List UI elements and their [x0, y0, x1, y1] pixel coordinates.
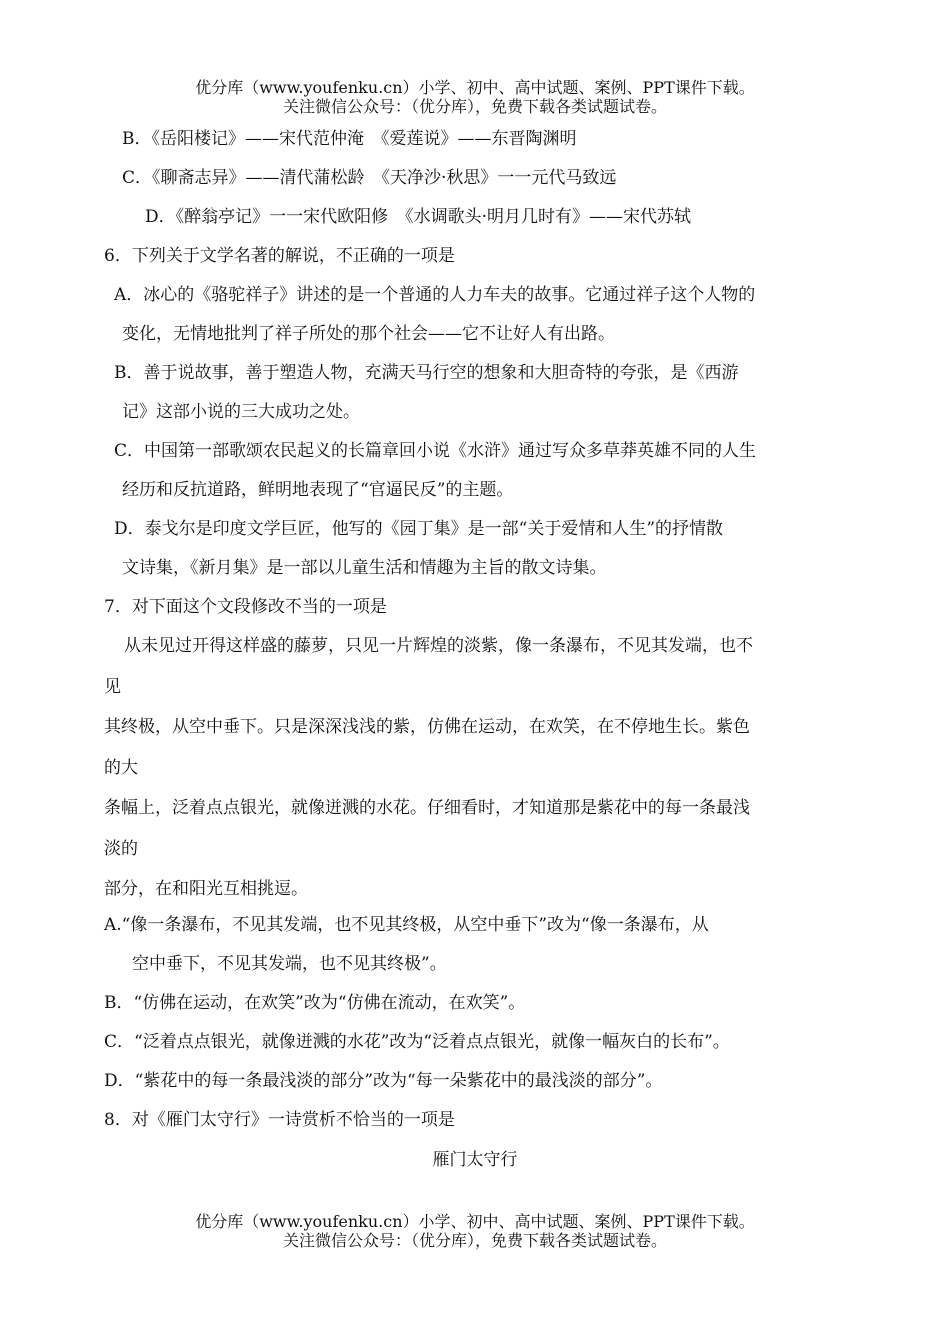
q7-option-a-line2: 空中垂下，不见其发端，也不见其终极”。 — [132, 954, 447, 974]
q7-passage-line4: 部分，在和阳光互相挑逗。 — [104, 879, 308, 899]
q7-passage-line1-wrap: 见 — [104, 677, 121, 697]
header-line-2: 关注微信公众号：（优分库），免费下载各类试题试卷。 — [282, 97, 667, 116]
q5-option-c: C．《聊斋志异》——清代蒲松龄 《天净沙·秋思》一一元代马致远 — [122, 168, 617, 188]
q6-option-b-line1: B．善于说故事，善于塑造人物，充满天马行空的想象和大胆奇特的夸张，是《西游 — [114, 363, 739, 383]
q7-passage-line1: 从未见过开得这样盛的藤萝，只见一片辉煌的淡紫，像一条瀑布，不见其发端，也不 — [124, 636, 753, 656]
page-footer — [0, 1212, 950, 1250]
q6-option-c-line1: C．中国第一部歌颂农民起义的长篇章回小说《水浒》通过写众多草莽英雄不同的人生 — [114, 441, 757, 461]
q7-passage-line2: 其终极，从空中垂下。只是深深浅浅的紫，仿佛在运动，在欢笑，在不停地生长。紫色 — [104, 717, 750, 737]
q5-option-b: B．《岳阳楼记》——宋代范仲淹 《爱莲说》——东晋陶渊明 — [122, 129, 577, 149]
q8-stem: 8．对《雁门太守行》一诗赏析不恰当的一项是 — [104, 1110, 455, 1130]
footer-line-1: 优分库（www.youfenku.cn）小学、初中、高中试题、案例、PPT课件下载。 — [195, 1212, 755, 1231]
page-header — [0, 78, 950, 116]
q7-option-c: C．“泛着点点银光，就像迸溅的水花”改为“泛着点点银光，就像一幅灰白的长布”。 — [104, 1032, 730, 1052]
q6-option-a-line2: 变化，无情地批判了祥子所处的那个社会——它不让好人有出路。 — [122, 324, 615, 344]
q7-option-b: B．“仿佛在运动，在欢笑”改为“仿佛在流动，在欢笑”。 — [104, 993, 526, 1013]
q7-stem: 7．对下面这个文段修改不当的一项是 — [104, 597, 387, 617]
q6-option-b-line2: 记》这部小说的三大成功之处。 — [122, 402, 360, 422]
poem-title: 雁门太守行 — [432, 1150, 518, 1170]
q6-option-c-line2: 经历和反抗道路，鲜明地表现了“官逼民反”的主题。 — [122, 480, 514, 500]
q7-passage-line3-wrap: 淡的 — [104, 839, 138, 859]
q7-passage-line2-wrap: 的大 — [104, 758, 138, 778]
footer-line-2: 关注微信公众号：（优分库），免费下载各类试题试卷。 — [282, 1231, 667, 1250]
q6-option-d-line1: D．泰戈尔是印度文学巨匠，他写的《园丁集》是一部“关于爱情和人生”的抒情散 — [114, 519, 724, 539]
q6-stem: 6．下列关于文学名著的解说，不正确的一项是 — [104, 246, 455, 266]
q6-option-a-line1: A．冰心的《骆驼祥子》讲述的是一个普通的人力车夫的故事。它通过祥子这个人物的 — [114, 285, 756, 305]
q5-option-d: D．《醉翁亭记》一一宋代欧阳修 《水调歌头·明月几时有》——宋代苏轼 — [145, 207, 692, 227]
header-line-1: 优分库（www.youfenku.cn）小学、初中、高中试题、案例、PPT课件下载。 — [195, 78, 755, 97]
q7-option-d: D．“紫花中的每一条最浅淡的部分”改为“每一朵紫花中的最浅淡的部分”。 — [104, 1071, 663, 1091]
q7-passage-line3: 条幅上，泛着点点银光，就像迸溅的水花。仔细看时，才知道那是紫花中的每一条最浅 — [104, 798, 750, 818]
q7-option-a-line1: A.“像一条瀑布，不见其发端，也不见其终极，从空中垂下”改为“像一条瀑布，从 — [104, 915, 709, 935]
q6-option-d-line2: 文诗集，《新月集》是一部以儿童生活和情趣为主旨的散文诗集。 — [122, 558, 607, 578]
